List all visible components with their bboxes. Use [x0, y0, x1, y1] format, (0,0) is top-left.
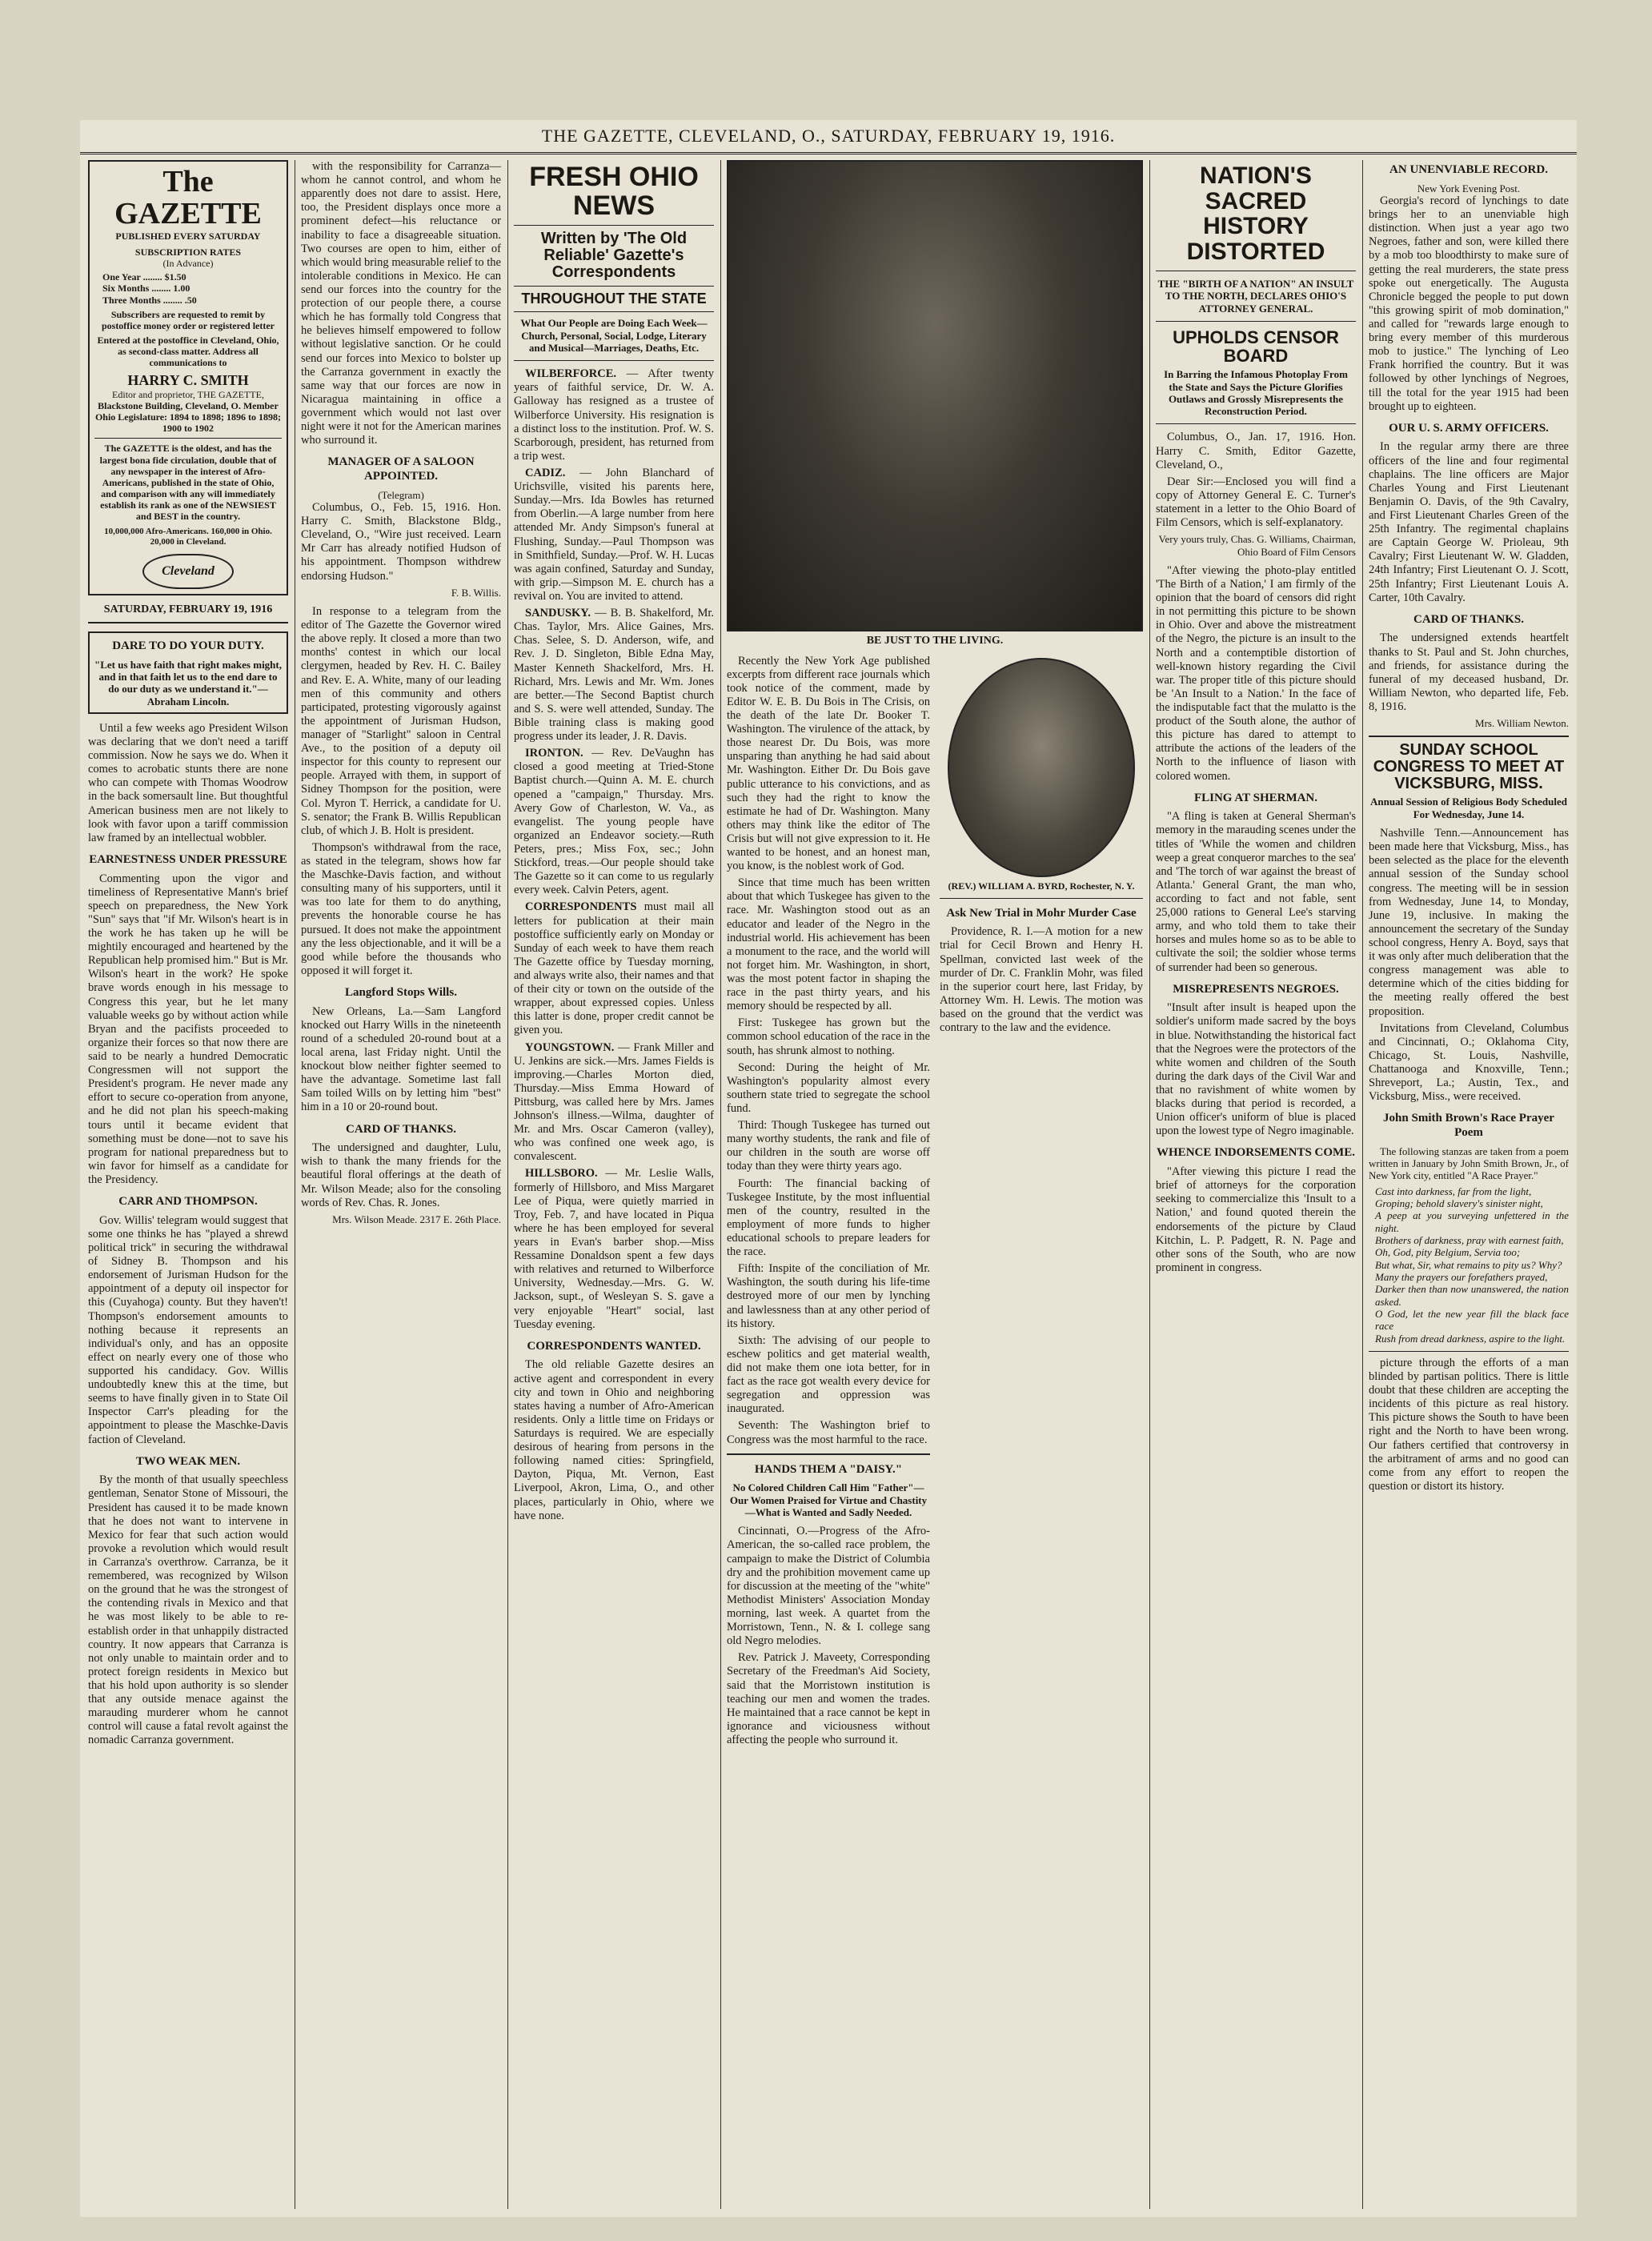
poem-line: But what, Sir, what remains to pity us? Why? [1375, 1258, 1562, 1271]
letter-signature: Very yours truly, Chas. G. Williams, Chairman, Ohio Board of Film Censors [1158, 533, 1356, 558]
nation-headline: NATION'S SACRED HISTORY DISTORTED [1186, 162, 1325, 265]
news-item: YOUNGSTOWN. — Frank Miller and U. Jenkins are sick.—Mrs. James Fields is improving.—Charles Morton died, Thursday.—Miss Emma Howard of Pittsburg, was called here by Mrs. James Johnson's illness.—Wilma, daughter of Mr. and Mrs. Oscar Cameron (valley), who was confined one week ago, is convalescent. [514, 1040, 714, 1164]
column-seven [1369, 160, 1569, 2209]
news-text: Frank Miller and U. Jenkins are sick.—Mrs. James Fields is improving.—Charles Morton died, Thursday.—Miss Emma Howard of Pittsburg, was called here by Mrs. James Johnson's illness.—Wilma, daughter of Mr. and Mrs. Oscar Cameron (valley), who was confined one week ago, is convalescent. [514, 1040, 714, 1164]
rate-row: One Year ........ $1.50 [102, 271, 186, 283]
article-paragraph: Nashville Tenn.—Announcement has been made here that Vicksburg, Miss., has been selected as the place for the eleventh annual session of the Sunday school congress. The meeting will be in session from Wednesday, June 14, to Monday, June 19, inclusive. In making the announcement the secretary of the Sunday school congress, Henry A. Boyd, says that it was only after much deliberation that the congress management was able to determine which of the cities bidding for the meeting really offered the best proposition. [1369, 827, 1569, 1018]
poem-line: Brothers of darkness, pray with earnest faith, [1375, 1233, 1564, 1246]
center-left-column [727, 655, 930, 1751]
rates-title: SUBSCRIPTION RATES [134, 246, 242, 258]
article-paragraph: Since that time much has been written about that which Tuskegee has given to the race. Mr. Washington stood out as an educator and leader of the Negro in the industrial world. His achievement has been a monument to the race, and the world will not forget him. Mr. Washington, in short, was the most potent factor in shaping the race in the past thirty years, and his memory should be respected by all. [727, 876, 930, 1013]
rates-list [102, 271, 274, 305]
news-item: CADIZ. — John Blanchard of Urichsville, visited his parents here, Sunday.—Mrs. Ida Bowles has returned from Oberlin.—A large number from here attended Mr. Andy Simpson's funeral at Flushing, Sunday.—Paul Thompson was in Smithfield, Sunday.—Prof. W. H. Lucas was again confined, Saturday and Sunday, with grip.—Simpson M. E. church has a revival on. You are invited to attend. [514, 467, 714, 603]
nation-deck-2: In Barring the Infamous Photoplay From the State and Says the Picture Glorifies Outlaws and Grossly Misrepresents the Reconstruction Period. [1164, 368, 1348, 418]
sunday-school-headline: SUNDAY SCHOOL CONGRESS TO MEET AT VICKSBURG, MISS. [1373, 741, 1565, 793]
news-item: SANDUSKY. — B. B. Shakelford, Mr. Chas. Taylor, Mrs. Alice Gaines, Mrs. Chas. Selee, S. D. Anderson, wife, and Rev. J. D. Singleton, Bible Edna May, Master Kenneth Shackelford, Mrs. H. Richard, Mrs. Lewis and Mr. Wm. Jones are better.—The Second Baptist church and S. S. were well attended, Sunday. The Bible training class is making good progress under its leader, J. R. Davis. [514, 607, 714, 744]
entered-note: Entered at the postoffice in Cleveland, Ohio, as second-class matter. Address all communications to [97, 335, 279, 369]
photo-caption: BE JUST TO THE LIVING. [866, 635, 1004, 647]
nation-deck: THE "BIRTH OF A NATION" AN INSULT TO THE NORTH, DECLARES OHIO'S ATTORNEY GENERAL. [1157, 278, 1354, 315]
article-heading: OUR U. S. ARMY OFFICERS. [1389, 421, 1549, 435]
poem-heading: John Smith Brown's Race Prayer Poem [1383, 1112, 1554, 1139]
article-paragraph: Georgia's record of lynchings to date brings her to an unenviable high distinction. When just a year ago two Negroes, father and son, were killed there by a mob too bloodthirsty to make sure of getting the real murderers, the state press spoke out energetically. The Augusta Chronicle begged the people to put down "this growing spirit of mob domination," and called for "rewards large enough to bring every member of this murderous mob to justice." The lynching of Leo Frank horrified the country. But it was followed by other lynchings of Negroes, till the total for the year 1915 had been brought up to eighteen. [1369, 194, 1569, 413]
article-heading: AN UNENVIABLE RECORD. [1389, 163, 1548, 176]
news-text: B. B. Shakelford, Mr. Chas. Taylor, Mrs. Alice Gaines, Mrs. Chas. Selee, S. D. Anderson, wife, and Rev. J. D. Singleton, Bible Edna May, Master Kenneth Shackelford, Mrs. H. Richard, Mrs. Lewis and Mr. Wm. Jones are better.—The Second Baptist church and S. S. were well attended, Sunday. The Bible training class is making good progress under its leader, J. R. Davis. [514, 607, 714, 744]
ohio-news-deck: What Our People are Doing Each Week—Church, Personal, Social, Lodge, Literary and Musical—Marriages, Deaths, Etc. [520, 317, 708, 354]
rates-note: (In Advance) [162, 258, 214, 270]
article-paragraph: Seventh: The Washington brief to Congress was the most harmful to the race. [727, 1419, 930, 1446]
poem-line: Groping; behold slavery's sinister night, [1375, 1197, 1543, 1209]
article-heading: MISREPRESENTS NEGROES. [1173, 982, 1339, 996]
cleveland-seal: Cleveland [142, 554, 234, 589]
article-paragraph: The undersigned extends heartfelt thanks to St. Paul and St. John churches, and friends, for assistance during the funeral of my deceased husband, Dr. William Newton, who departed life, Feb. 8, 1916. [1369, 631, 1569, 713]
column-two [301, 160, 501, 2209]
article-deck: No Colored Children Call Him "Father"—Our Women Praised for Virtue and Chastity—What is Wanted and Sadly Needed. [729, 1481, 928, 1518]
column-ohio-news [514, 160, 714, 2209]
editorial-paragraph: By the month of that usually speechless gentleman, Senator Stone of Missouri, the President has caused it to be made known that he does not want to intervene in Mexico for fear that such action would provoke a revolution which would result in Carranza's overthrow. Carranza, be it remembered, was recognized by Wilson on the ground that he was the strongest of the contending rivals in Mexico and that he was most likely to be able to re-establish order in that unhappily distracted country. It now appears that Carranza is not only unable to maintain order and to protect foreign residents in Mexico but that his hold upon authority is so slender that any outside menace against the marauding murderer whom he cannot control will cause a fatal revolt against the nomadic Carranza government. [88, 1473, 288, 1747]
article-paragraph: Cincinnati, O.—Progress of the Afro-American, the so-called race problem, the campaign to make the District of Columbia dry and the prohibition movement came up for discussion at the meeting of the "white" Methodist Ministers' Association Monday morning, last week. A quartet from the Morristown, Tenn., N. & I. college sang old Negro melodies. [727, 1525, 930, 1648]
editorial-heading: TWO WEAK MEN. [135, 1454, 241, 1468]
article-paragraph: Third: Though Tuskegee has turned out many worthy students, the rank and file of our children in the south are worse off today than they were thirty years ago. [727, 1119, 930, 1173]
issue-date: SATURDAY, FEBRUARY 19, 1916 [88, 603, 288, 623]
article-paragraph: "After viewing the photo-play entitled 'The Birth of a Nation,' I am firmly of the opinion that the board of censors did right in not permitting this picture to be shown in Ohio. Over and above the mistreatment of the Negro, the picture is an insult to the North and a contemptible distortion of well-known history regarding the Civil war. The proper title of this picture should be 'An Insult to a Nation.' In the face of the indisputable fact that the mulatto is the product of the South alone, the author of this picture has dared to attempt to attribute the actions of the leaders of the North to the influence of liason with colored women. [1156, 563, 1356, 783]
news-item: WILBERFORCE. — After twenty years of faithful service, Dr. W. A. Galloway has resigned as a trustee of Wilberforce University. His resignation is a distinct loss to the institution. Prof. W. S. Scarborough, president, has returned from a trip west. [514, 367, 714, 463]
newspaper-page [80, 120, 1577, 2217]
poem-line: O God, let the new year fill the black face race [1375, 1307, 1569, 1333]
ohio-news-headline: FRESH OHIO NEWS [529, 162, 699, 221]
circulation-note: The GAZETTE is the oldest, and has the largest bona fide circulation, double that of any newspaper in the interest of Afro-Americans, published in the state of Ohio, and comparison with any will immediately establish its rank as one of the NEWSIEST and BEST in the country. [99, 443, 277, 523]
article-paragraph: Rev. Patrick J. Maveety, Corresponding Secretary of the Freedman's Aid Society, said that the Morristown institution is teaching our men and women the trades. He maintained that a race cannot be kept in ignorance and viciousness without affecting the people who surround it. [727, 1651, 930, 1746]
editorial-heading: EARNESTNESS UNDER PRESSURE [89, 852, 287, 866]
article-heading: MANAGER OF A SALOON APPOINTED. [327, 455, 475, 483]
news-text: Mr. Leslie Walls, formerly of Hillsboro, and Miss Margaret Lee of Piqua, were quietly married in Troy, Feb. 7, and have located in Piqua where he has been employed for several years in Evan's barber shop.—Miss Ressamine Donaldson spent a few days with relatives and returned to Wilberforce University, Wednesday.—Mrs. G. W. Jackson, supt., of Wesleyan S. S. gave a very enjoyable "Heart" social, last Tuesday evening. [514, 1167, 714, 1331]
article-paragraph: picture through the efforts of a man blinded by partisan politics. There is little doubt that these children are accepting the incidents of this picture as real history. This picture shows the South to have been right and the North to have been wrong. Our fathers certified that controversy in the arbitrament of arms and no good can come from any effort to reopen the question or distort its history. [1369, 1356, 1569, 1493]
news-item: IRONTON. — Rev. DeVaughn has closed a good meeting at Tried-Stone Baptist church.—Quinn A. M. E. church opened a "campaign," Thursday. Mrs. Avery Gow of Charleston, W. Va., as evangelist. The young people have organized an Endeavor society.—Ruth Peters, pres.; Miss Fox, sec.; John Stickford, treas.—Our people should take The Gazette so it can come to us regularly every week. Calvin Peters, agent. [514, 747, 714, 897]
article-heading: HANDS THEM A "DAISY." [754, 1462, 903, 1476]
article-heading: WHENCE INDORSEMENTS COME. [1157, 1146, 1355, 1160]
editor-role: Editor and proprietor, THE GAZETTE, [112, 388, 264, 400]
motto-quote: "Let us have faith that right makes might, and in that faith let us to the end dare to do our duty as we understand it."—Abraham Lincoln. [94, 658, 282, 708]
editorial-paragraph: Gov. Willis' telegram would suggest that some one thinks he has "played a shrewd political trick" in securing the withdrawal of Sidney B. Thompson and his endorsement of Jurisman Hudson for the appointment of a deputy oil inspector for this (Cuyahoga) county. But they haven't! Thompson's endorsement amounts to nothing because it represents an individual's only, and has an opposite effect on nearly every one of those who supported his candidacy. Gov. Willis undoubtedly knew this at the time, but seems to have finally given in to State Oil Inspector Carr's pleading for the appointment to please the Maschke-Davis faction of Cleveland. [88, 1213, 288, 1446]
news-text: Rev. DeVaughn has closed a good meeting at Tried-Stone Baptist church.—Quinn A. M. E. church opened a "campaign," Thursday. Mrs. Avery Gow of Charleston, W. Va., as evangelist. The young people have organized an Endeavor society.—Ruth Peters, pres.; Miss Fox, sec.; John Stickford, treas.—Our people should take The Gazette so it can come to us regularly every week. Calvin Peters, agent. [514, 747, 714, 897]
article-paragraph: Recently the New York Age published excerpts from different race journals which took notice of the comment, made by Editor W. E. B. Du Bois in The Crisis, on the death of the late Dr. Booker T. Washington. The virulence of the attack, by those nearest Dr. Du Bois, was more unsparing than anything he had said about Mr. Washington. Either Dr. Du Bois gave public utterance to his convictions, and as such they had the right to know the estimate he had of Dr. Washington. Many others may think like the editor of The Crisis but will not give expression to it. He wanted to be honest, and an honest man, you know, is the noblest work of God. [727, 654, 930, 873]
telegram-signature: F. B. Willis. [451, 586, 501, 599]
article-paragraph: "Insult after insult is heaped upon the soldier's uniform made sacred by the boys in blue. Notwithstanding the historical fact that the Negroes were the protectors of the white women and children of the South during the dark days of the Civil War and that no ravishment of white women by blacks during that period is recorded, a Union officer's uniform of blue is placed upon the lowest type of Negro imaginable. [1156, 1001, 1356, 1138]
poem-intro: The following stanzas are taken from a poem written in January by John Smith Brown, Jr., of New York city, entitled "A Race Prayer." [1369, 1145, 1569, 1182]
letter-dateline: Columbus, O., Jan. 17, 1916. Hon. Harry C. Smith, Editor Gazette, Cleveland, O., [1156, 431, 1356, 471]
rate-row: Three Months ........ .50 [102, 294, 197, 306]
population-note: 10,000,000 Afro-Americans. 160,000 in Ohio. 20,000 in Cleveland. [104, 527, 272, 547]
telegram-label: (Telegram) [378, 488, 424, 501]
poem-stanza [1375, 1185, 1569, 1345]
article-paragraph: "After viewing this picture I read the brief of attorneys for the corporation seeking to commercialize this 'Insult to a Nation,' and found quoted therein the endorsements of the picture by Claud Kitchin, L. P. Padgett, R. N. Page and other sons of the South, who are now prominent in congress. [1156, 1165, 1356, 1274]
sunday-school-deck: Annual Session of Religious Body Scheduled For Wednesday, June 14. [1370, 796, 1567, 820]
portrait-oval [948, 658, 1135, 877]
motto-box [88, 631, 288, 714]
article-paragraph: with the responsibility for Carranza—whom he cannot control, and whom he apparently does not dare to assist. Here, too, the President displays once more a prominent defect—his reluctance or inability to face a disagreeable situation. Two courses are open to him, either of which would bring measurable relief to the intolerable conditions in Mexico. He can send our forces into the country for the protection of our people there, a course which he has formally told Congress that he believes himself empowered to follow without legislative sanction. Or he could send our forces into Mexico to bolster up the Carranza government in exactly the same way that our forces are now in Nicaragua maintaining in office a government which would not last over night were it not for the American marines who surround it. [301, 160, 501, 447]
article-paragraph: The old reliable Gazette desires an active agent and correspondent in every city and town in Ohio and neighboring states having a number of Afro-American residents. Only a little time on Fridays or Saturdays is required. We are especially desirous of hearing from persons in the following named cities: Springfield, Dayton, Piqua, Mt. Vernon, East Liverpool, Akron, Lima, O., and other places, particularly in Ohio, where we have none. [514, 1358, 714, 1522]
ohio-news-deck: Written by 'The Old Reliable' Gazette's Correspondents [540, 230, 688, 282]
oval-caption: (REV.) WILLIAM A. BYRD, Rochester, N. Y. [948, 880, 1135, 892]
news-item [514, 900, 714, 1037]
article-paragraph: First: Tuskegee has grown but the common school education of the race in the south, has shrunk almost to nothing. [727, 1016, 930, 1057]
motto-title: DARE TO DO YOUR DUTY. [112, 639, 264, 652]
news-item: HILLSBORO. — Mr. Leslie Walls, formerly of Hillsboro, and Miss Margaret Lee of Piqua, were quietly married in Troy, Feb. 7, and have located in Piqua where he has been employed for several years in Evan's barber shop.—Miss Ressamine Donaldson spent a few days with relatives and returned to Wilberforce University, Wednesday.—Mrs. G. W. Jackson, supt., of Wesleyan S. S. gave a very enjoyable "Heart" social, last Tuesday evening. [514, 1167, 714, 1331]
article-paragraph: Second: During the height of Mr. Washington's popularity almost every southern state tried to segregate the school fund. [727, 1060, 930, 1116]
telegram-body: Columbus, O., Feb. 15, 1916. Hon. Harry C. Smith, Blackstone Bldg., Cleveland, O., "Wire just received. Learn Mr Carr has already notified Hudson of his appointment. Thompson withdrew endorsing Hudson." [301, 501, 501, 583]
article-paragraph: Thompson's withdrawal from the race, as stated in the telegram, shows how far the Maschke-Davis faction, and without consulting many of his supporters, until it was too late for them to do anything, prevents the honorable course he has pursued. It does not make the appointment any the less objectionable, and it will be a good while before the thousands who opposed it will forget it. [301, 840, 501, 977]
masthead-tagline: PUBLISHED EVERY SATURDAY [115, 230, 261, 242]
article-paragraph: New Orleans, La.—Sam Langford knocked out Harry Wills in the nineteenth round of a scheduled 20-round bout at a local arena, last Friday night. Until the knockout blow neither fighter seemed to have the advantage. Sometime last fall Sam toiled Wills on by letting him "best" him in a 10 or 20-round bout. [301, 1004, 501, 1114]
news-place: CADIZ. [525, 467, 566, 480]
article-heading: FLING AT SHERMAN. [1193, 791, 1318, 804]
rate-row: Six Months ........ 1.00 [102, 283, 190, 295]
ohio-news-deck: THROUGHOUT THE STATE [521, 291, 707, 307]
center-columns [727, 655, 1143, 1751]
article-paragraph: Sixth: The advising of our people to eschew politics and get material wealth, did not make them one iota better, for in fact as the race got wealth every device for segregation and oppression was inaugurated. [727, 1333, 930, 1416]
article-heading: Ask New Trial in Mohr Murder Case [946, 906, 1137, 920]
column-editorial [88, 160, 288, 2209]
poem-line: Many the prayers our forefathers prayed, [1375, 1270, 1548, 1283]
article-paragraph: Invitations from Cleveland, Columbus and Cincinnati, O.; Oklahoma City, Chicago, St. Louis, Nashville, Chattanooga and Knoxville, Tenn.; Shreveport, La.; Austin, Tex., and Vicksburg, Miss., were received. [1369, 1021, 1569, 1104]
news-place: SANDUSKY. [525, 607, 591, 620]
center-right-column [940, 655, 1143, 1751]
article-paragraph: Fifth: Inspite of the conciliation of Mr. Washington, the south during his life-time destroyed more of our men by lynching and lawlessness than at any other period of its history. [727, 1262, 930, 1330]
portrait-photo [727, 160, 1143, 631]
news-place: CORRESPONDENTS [525, 900, 637, 914]
article-heading: Langford Stops Wills. [345, 985, 457, 999]
article-paragraph: "A fling is taken at General Sherman's memory in the marauding scenes under the titles of 'While the women and children weep a great conqueror marches to the sea' and 'The torch of war against the breast of Atlanta.' General Grant, the man who, according to fact and not fable, sent 25,000 rations to General Lee's starving army, and who told them to take their horses and mules home so as to be able to cultivate the soil; the soldier whose terms of surrender had been so generous. [1156, 810, 1356, 974]
news-text: must mail all letters for publication at their main postoffice sufficiently early on Monday or Sunday of each week to have them reach The Gazette office by Tuesday morning, and always write also, their names and that of their city or town on the outside of the wrapper, about expressed copies. Unless this latter is done, proper credit cannot be given you. [514, 900, 714, 1037]
editorial-heading: CARR AND THOMPSON. [118, 1195, 258, 1209]
folio-line: THE GAZETTE, CLEVELAND, O., SATURDAY, FEBRUARY 19, 1916. [80, 120, 1577, 154]
article-paragraph: Dear Sir:—Enclosed you will find a copy of Attorney General E. C. Turner's statement in a letter to the Ohio Board of Film Censors, which is self-explanatory. [1156, 475, 1356, 530]
editorial-paragraph: Until a few weeks ago President Wilson was declaring that we don't need a tariff commission. Now he says we do. When it comes to acrobatic stunts there are none who can compete with Thomas Woodrow in the back somersault line. But thoughtful American business men are not likely to look with favor upon a tariff commission law framed by an intellectual wobbler. [88, 721, 288, 844]
article-paragraph: Fourth: The financial backing of Tuskegee Institute, by the most influential men of the country, resulted in the employment of more funds to higher educational schools to prepare leaders for the race. [727, 1177, 930, 1259]
news-text: After twenty years of faithful service, Dr. W. A. Galloway has resigned as a trustee of Wilberforce University. His resignation is a distinct loss to the institution. Prof. W. S. Scarborough, president, has returned from a trip west. [514, 367, 714, 463]
editor-address: Blackstone Building, Cleveland, O. Member Ohio Legislature: 1894 to 1898; 1896 to 1898; 1900 to 1902 [94, 399, 282, 435]
news-place: YOUNGSTOWN. [525, 1040, 615, 1054]
remit-note: Subscribers are requested to remit by postoffice money order or registered letter [101, 308, 275, 331]
poem-line: Cast into darkness, far from the light, [1375, 1185, 1532, 1197]
column-nation [1156, 160, 1356, 2209]
poem-line: Rush from dread darkness, aspire to the light. [1375, 1332, 1566, 1345]
card-signature: Mrs. Wilson Meade. 2317 E. 26th Place. [332, 1213, 501, 1225]
article-paragraph: In the regular army there are three officers of the line and four regimental chaplains. The line officers are Major Charles Young and First Lieutenant Benjamin O. Davis, of the 9th Cavalry, and First Lieutenant Charles Green of the 25th Infantry. The regimental chaplains are Captain George W. Prioleau, 9th Cavalry; First Lieutenant W. W. Gladden, 24th Infantry; First Lieutenant O. J. Scott, 25th Infantry; First Lieutenant Louis A. Carter, 10th Cavalry. [1369, 440, 1569, 604]
editorial-paragraph: Commenting upon the vigor and timeliness of Representative Mann's brief speech on preparedness, the New York "Sun" says that "if Mr. Wilson's heart is in the work he has taken up he will be mightily encouraged and heartened by the Republican help promised him." But is Mr. Wilson's heart in the work? He spoke brave words enough in his message to Congress this year, but he let many valuable weeks go by without action while Bryan and the pacifists proceeded to organize their forces so that now there are said to be nearly a hundred Democratic Congressmen will not support the President's program. He never made any effort to secure co-operation from anyone, and he did not plan his speech-making tours until it became evident that something must be done—not to save his program for national preparedness but to win favor for himself as a candidate for the Presidency. [88, 872, 288, 1186]
poem-line: Darker then than now unanswered, the nation asked. [1375, 1283, 1569, 1308]
editor-name: HARRY C. SMITH [127, 371, 249, 388]
article-heading: CARD OF THANKS. [1413, 612, 1524, 626]
news-place: IRONTON. [525, 747, 583, 760]
news-place: HILLSBORO. [525, 1167, 598, 1181]
poem-line: A peep at you surveying unfettered in the night. [1375, 1209, 1569, 1234]
card-signature: Mrs. William Newton. [1475, 717, 1569, 730]
news-text: John Blanchard of Urichsville, visited his parents here, Sunday.—Mrs. Ida Bowles has returned from Oberlin.—A large number from here attended Mr. Andy Simpson's funeral at Flushing, Sunday.—Paul Thompson was in Smithfield, Sunday.—Prof. W. H. Lucas was again confined, Saturday and Sunday, with grip.—Simpson M. E. church has a revival on. You are invited to attend. [514, 467, 714, 603]
poem-line: Oh, God, pity Belgium, Servia too; [1375, 1246, 1521, 1259]
article-heading: CARD OF THANKS. [346, 1122, 456, 1136]
masthead-title: The GAZETTE [114, 165, 262, 231]
article-paragraph: In response to a telegram from the editor of The Gazette the Governor wired the above reply. It closed a more than two months' contest in which our local clergymen, headed by Rev. H. C. Bailey and Rev. E. A. White, many of our leading men of this community and others participated, protesting vigorously against the appointment of Jurisman Hudson, manager of "Starlight" saloon in Central Ave., to the position of a deputy oil inspector for this county to represent our people. Arrayed with them, in support of Sidney Thompson for the position, were Col. Myron T. Herrick, a candidate for U. S. senator; the Frank B. Willis Republican club, of which J. B. Holt is president. [301, 604, 501, 837]
article-source: New York Evening Post. [1417, 182, 1521, 194]
masthead-box [88, 160, 288, 595]
article-heading: CORRESPONDENTS WANTED. [527, 1339, 701, 1353]
article-paragraph: Providence, R. I.—A motion for a new trial for Cecil Brown and Henry H. Spellman, convicted last week of the murder of Dr. C. Franklin Mohr, was filed in the superior court here, last Friday, by Attorney Wm. H. Lewis. The motion was based on the ground that the verdict was contrary to the law and the evidence. [940, 925, 1143, 1035]
article-paragraph: The undersigned and daughter, Lulu, wish to thank the many friends for the beautiful floral offerings at the death of Mr. Wilson Meade; also for the consoling words of Rev. Chas. R. Jones. [301, 1141, 501, 1209]
news-place: WILBERFORCE. [525, 367, 617, 381]
nation-headline-2: UPHOLDS CENSOR BOARD [1173, 327, 1339, 367]
center-block [727, 160, 1143, 2209]
